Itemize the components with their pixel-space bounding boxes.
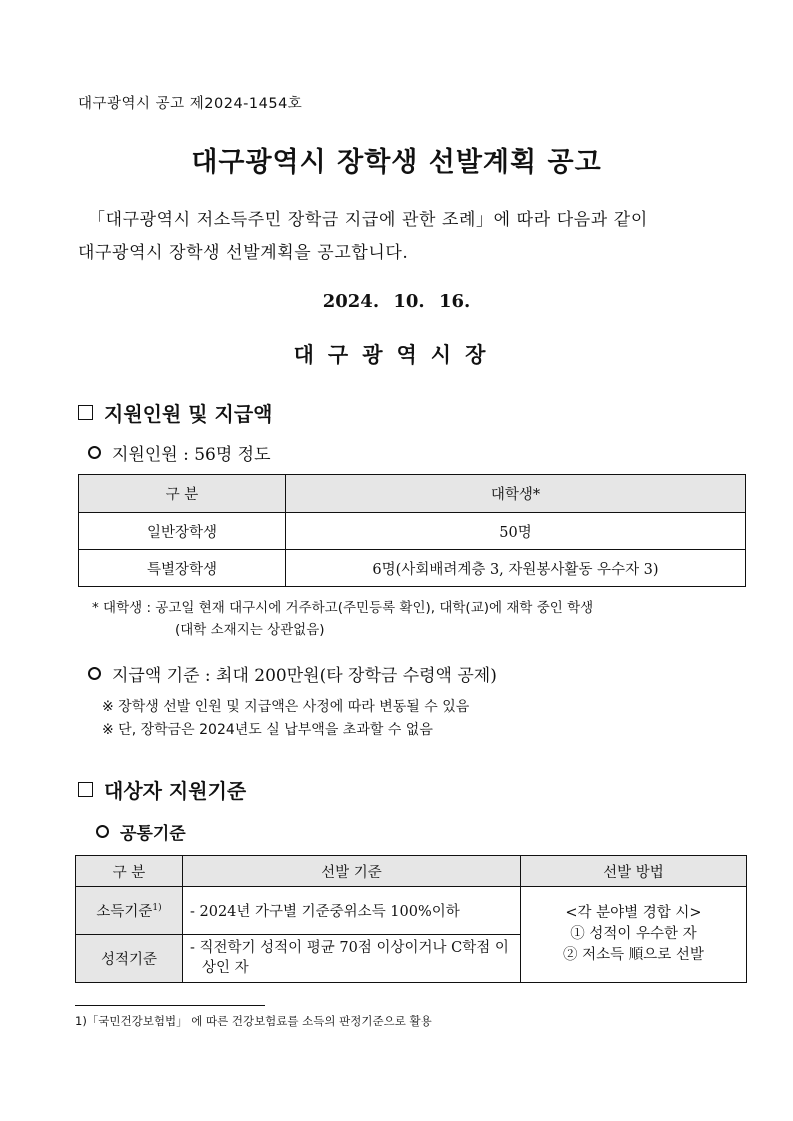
table-row [79,513,746,550]
table-header-category: 구 분 [76,856,183,887]
common-criteria-text: 공통기준 [120,824,186,844]
notice-number: 대구광역시 공고 제2024-1454호 [78,96,303,112]
intro-line-1: 「대구광역시 저소득주민 장학금 지급에 관한 조례」에 따라 다음과 같이 [88,210,648,230]
method-line: ① 성적이 우수한 자 [570,925,697,942]
table-cell-value: 6명(사회배려계층 3, 자원봉사활동 우수자 3) [286,550,746,587]
grade-criteria-text: - 직전학기 성적이 평균 70점 이상이거나 C학점 이상인 자 [190,939,509,976]
table-header-row [76,856,747,887]
note-item: ※ 단, 장학금은 2024년도 실 납부액을 초과할 수 없음 [102,722,433,738]
square-bullet-icon [78,782,93,797]
table-row [76,887,747,935]
footnote-ref: 1) [152,903,162,914]
income-criteria-label [76,887,183,935]
criteria-table [75,855,747,983]
amount-text: 지급액 기준 : 최대 200만원(타 장학금 수령액 공제) [112,666,497,686]
footnote-divider [75,1005,265,1006]
issuer-name: 대구광역시장 [293,342,500,367]
table-cell-category: 일반장학생 [79,513,286,550]
section-heading-text: 지원인원 및 지급액 [104,402,273,426]
grade-criteria-label: 성적기준 [76,935,183,983]
square-bullet-icon [78,405,93,420]
amount-line [88,661,497,686]
circle-bullet-icon [88,667,101,680]
page-title: 대구광역시 장학생 선발계획 공고 [191,147,602,178]
table-row [79,550,746,587]
common-criteria-heading [96,819,186,844]
bottom-footnote: 1)「국민건강보험법」 에 따른 건강보험료를 소득의 판정기준으로 활용 [75,1014,432,1028]
section-heading-text: 대상자 지원기준 [104,779,247,803]
circle-bullet-icon [96,825,109,838]
notice-date: 2024. 10. 16. [322,291,471,312]
table-header-criteria: 선발 기준 [183,856,521,887]
university-footnote-cont: (대학 소재지는 상관없음) [175,622,325,638]
table-cell-category: 특별장학생 [79,550,286,587]
income-label-text: 소득기준 [96,904,153,920]
quota-line [88,440,271,465]
section-heading-criteria [78,775,246,804]
quota-table [78,474,746,587]
intro-line-2: 대구광역시 장학생 선발계획을 공고합니다. [78,243,409,263]
method-line: <각 분야별 경합 시> [565,904,702,921]
grade-criteria-value [183,935,521,983]
selection-method-cell [521,887,747,983]
university-footnote: * 대학생 : 공고일 현재 대구시에 거주하고(주민등록 확인), 대학(교)에 재학 중인 학생 [92,600,594,616]
table-header-method: 선발 방법 [521,856,747,887]
table-header-university: 대학생* [286,475,746,513]
section-heading-support [78,398,273,427]
method-line: ② 저소득 順으로 선발 [563,947,704,963]
quota-text: 지원인원 : 56명 정도 [112,445,271,465]
circle-bullet-icon [88,446,101,459]
table-cell-value: 50명 [286,513,746,550]
table-header-category: 구 분 [79,475,286,513]
income-criteria-value: - 2024년 가구별 기준중위소득 100%이하 [183,887,521,935]
note-item: ※ 장학생 선발 인원 및 지급액은 사정에 따라 변동될 수 있음 [102,699,470,715]
table-header-row [79,475,746,513]
